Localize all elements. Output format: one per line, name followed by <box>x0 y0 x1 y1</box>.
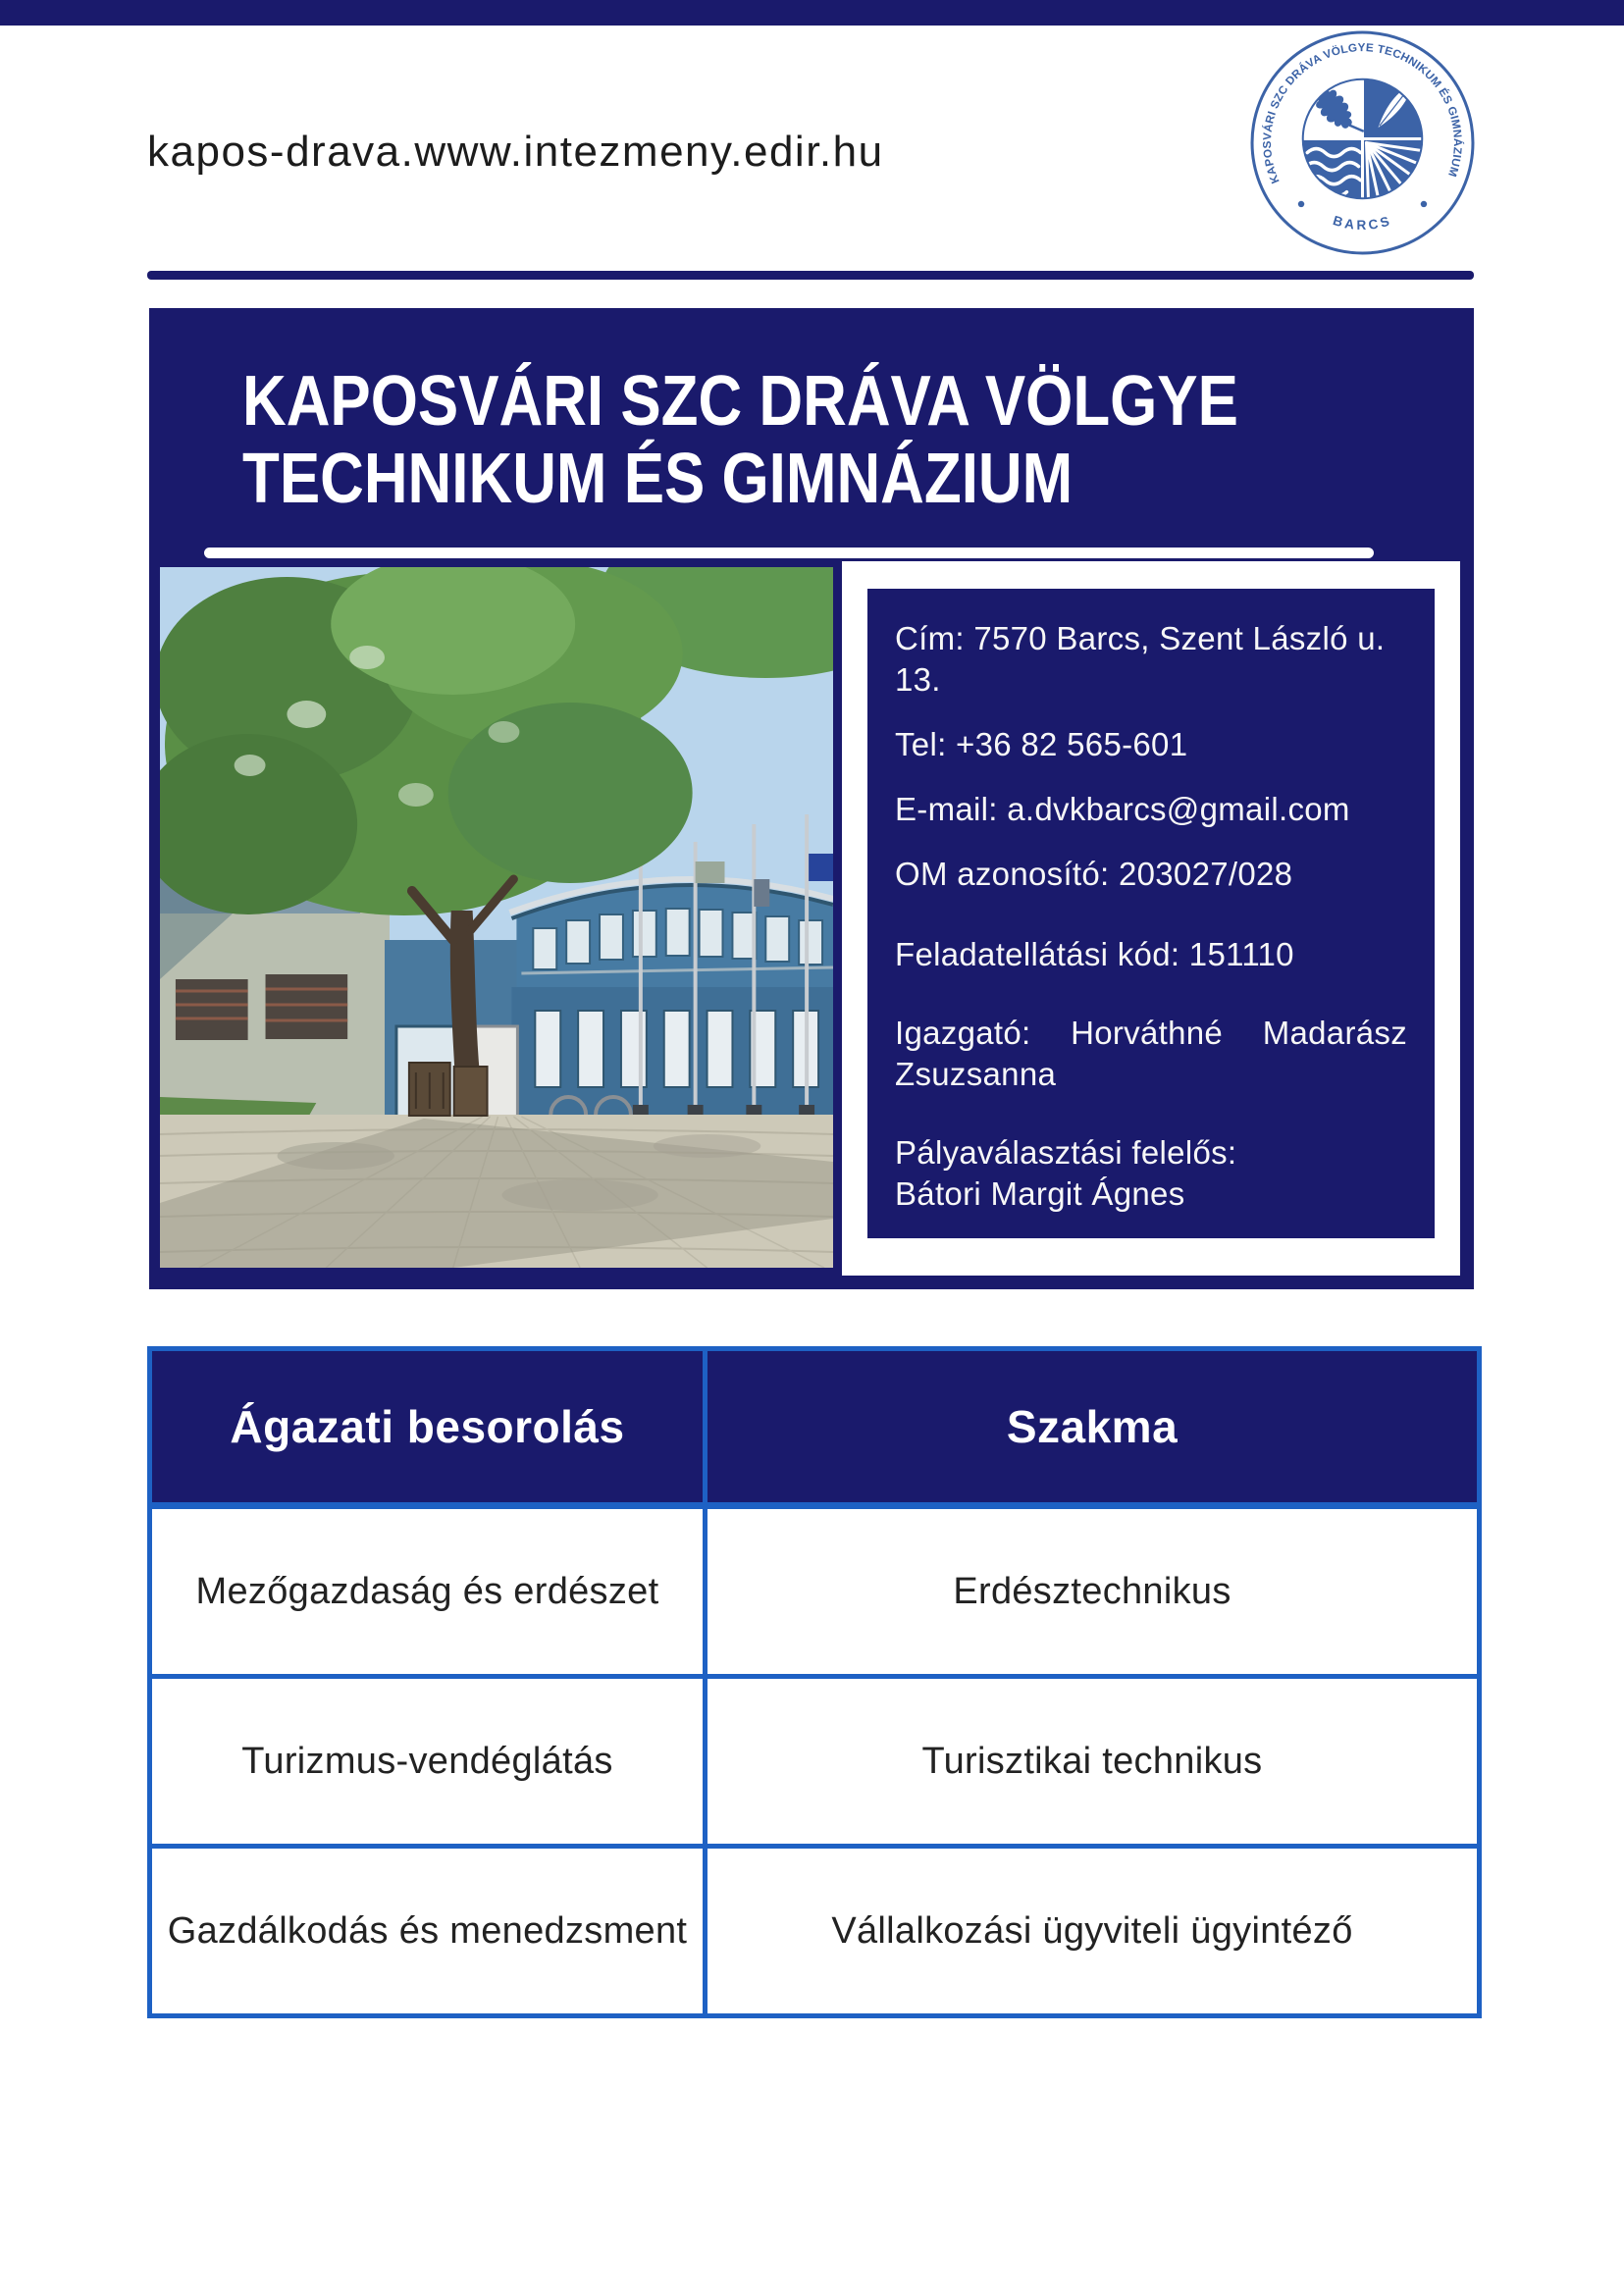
seal-dot-left <box>1298 201 1304 207</box>
school-photo-illustration <box>160 567 833 1268</box>
sector-cell: Gazdálkodás és menedzsment <box>150 1847 706 2016</box>
profession-cell: Turisztikai technikus <box>706 1677 1480 1847</box>
column-header-profession: Szakma <box>706 1349 1480 1506</box>
contact-task-code: Feladatellátási kód: 151110 <box>895 936 1294 972</box>
school-title-line1: KAPOSVÁRI SZC DRÁVA VÖLGYE <box>242 362 1238 441</box>
top-navy-bar <box>0 0 1624 26</box>
programs-table <box>147 1346 1482 2018</box>
contact-director: Igazgató: Horváthné Madarász Zsuzsanna <box>895 1015 1407 1092</box>
career-counselor-label: Pályaválasztási felelős: <box>895 1134 1237 1171</box>
school-title <box>242 363 1238 518</box>
seal-dot-right <box>1421 201 1427 207</box>
sector-cell: Mezőgazdaság és erdészet <box>150 1506 706 1677</box>
contact-email: E-mail: a.dvkbarcs@gmail.com <box>895 791 1350 827</box>
table-header-row <box>150 1349 1480 1506</box>
column-header-sector: Ágazati besorolás <box>150 1349 706 1506</box>
seal-ring-text: KAPOSVÁRI SZC DRÁVA VÖLGYE TECHNIKUM ÉS GIMNÁZIUM <box>1262 42 1463 185</box>
contact-phone: Tel: +36 82 565-601 <box>895 726 1188 762</box>
school-title-line2: TECHNIKUM ÉS GIMNÁZIUM <box>242 440 1074 518</box>
seal-city-text: BARCS <box>1331 212 1394 233</box>
school-seal-logo <box>1248 28 1477 257</box>
hero-panel <box>149 308 1474 1289</box>
profession-cell: Erdésztechnikus <box>706 1506 1480 1677</box>
table-row <box>150 1677 1480 1847</box>
table-row <box>150 1847 1480 2016</box>
site-url-text: kapos-drava.www.intezmeny.edir.hu <box>147 128 884 176</box>
career-counselor-name: Bátori Margit Ágnes <box>895 1175 1185 1212</box>
header-divider-line <box>147 271 1474 280</box>
title-underline <box>204 548 1374 558</box>
contact-career-counselor <box>895 1132 1407 1215</box>
contact-address: Cím: 7570 Barcs, Szent László u. 13. <box>895 620 1386 698</box>
school-photo <box>160 567 833 1268</box>
sector-cell: Turizmus-vendéglátás <box>150 1677 706 1847</box>
contact-om-id: OM azonosító: 203027/028 <box>895 856 1293 892</box>
table-row <box>150 1506 1480 1677</box>
contact-info-box <box>867 589 1435 1238</box>
profession-cell: Vállalkozási ügyviteli ügyintéző <box>706 1847 1480 2016</box>
contact-card <box>842 561 1460 1276</box>
